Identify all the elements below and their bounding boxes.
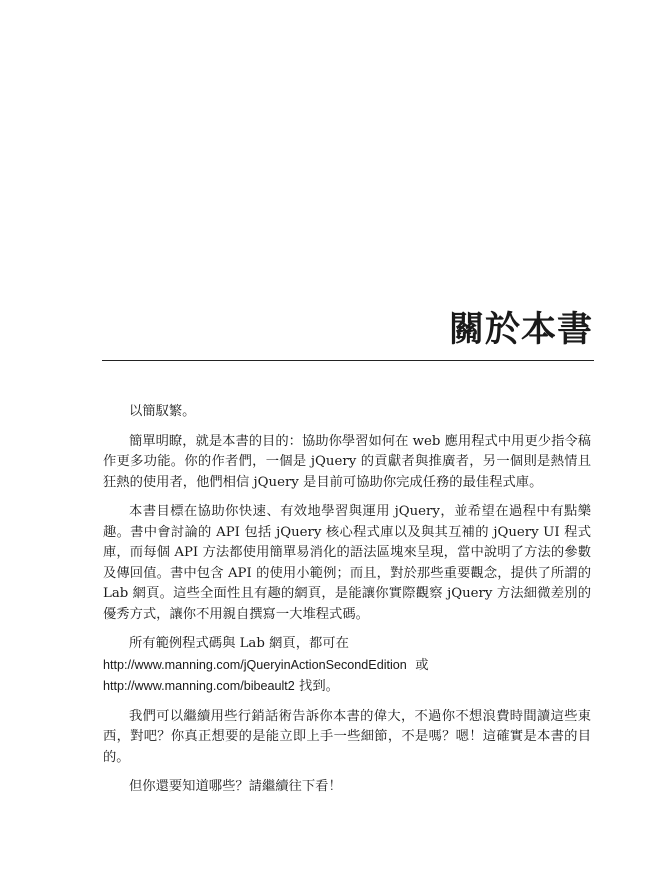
or-text: 或 bbox=[415, 657, 429, 673]
download-url-line-2 bbox=[103, 676, 591, 698]
found-text: 找到。 bbox=[299, 679, 339, 694]
download-url-line-1 bbox=[103, 655, 591, 677]
paragraph-downloads bbox=[103, 634, 591, 698]
download-link-1[interactable]: http://www.manning.com/jQueryinActionSecondEdition bbox=[103, 657, 407, 672]
download-link-2[interactable]: http://www.manning.com/bibeault2 bbox=[103, 679, 295, 693]
paragraph-purpose: 簡單明瞭，就是本書的目的：協助你學習如何在 web 應用程式中用更少指令稿作更多功能。你的作者們，一個是 jQuery 的貢獻者與推廣者，另一個則是熱情且狂熱的使用者，他們相信 jQuery 是目前可協助你完成任務的最佳程式庫。 bbox=[103, 433, 591, 490]
paragraph-marketing: 我們可以繼續用些行銷話術告訴你本書的偉大，不過你不想浪費時間讀這些東西，對吧？你真正想要的是能立即上手一些細節，不是嗎？嗯！這確實是本書的目的。 bbox=[103, 708, 591, 765]
downloads-intro-text: 所有範例程式碼與 Lab 網頁，都可在 bbox=[129, 636, 349, 651]
chapter-title: 關於本書 bbox=[448, 309, 593, 350]
paragraph-read-on: 但你還要知道哪些？請繼續往下看！ bbox=[129, 779, 342, 794]
body-text bbox=[103, 402, 591, 798]
paragraph-goals: 本書目標在協助你快速、有效地學習與運用 jQuery，並希望在過程中有點樂趣。書中會討論的 API 包括 jQuery 核心程式庫以及與其互補的 jQuery UI 程式庫，而每個 API 方法都使用簡單易消化的語法區塊來呈現，當中說明了方法的參數及傳回值。書中包含 API 的使用小範例；而且，對於那些重要觀念，提供了所謂的 Lab 網頁。這些全面性且有趣的網頁，是能讓你實際觀察 jQuery 方法細微差別的優秀方式，讓你不用親自撰寫一大堆程式碼。 bbox=[103, 504, 591, 622]
paragraph-intro: 以簡馭繁。 bbox=[129, 404, 196, 419]
title-divider bbox=[102, 360, 594, 361]
